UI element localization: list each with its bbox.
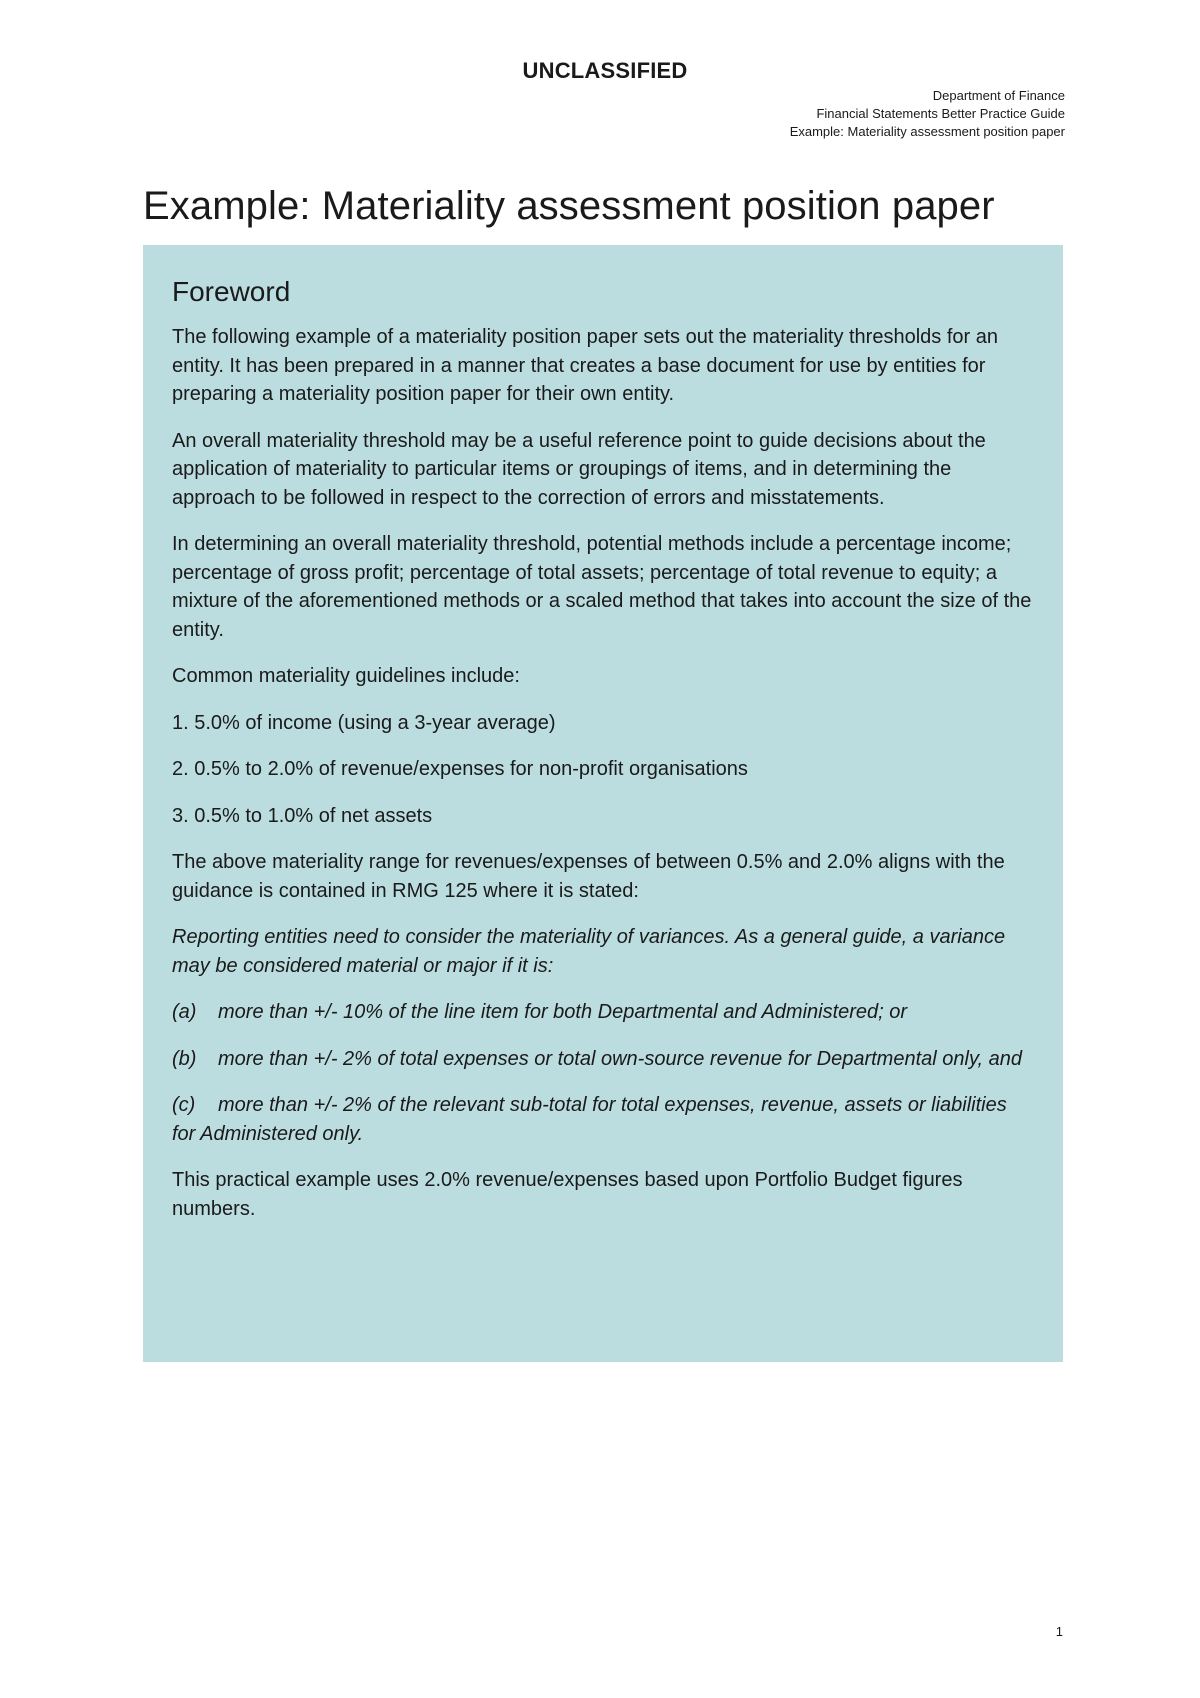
criteria-item [172,998,1035,1027]
header-organisation: Department of Finance [932,88,1065,103]
foreword-heading: Foreword [172,276,291,307]
foreword-paragraph: In determining an overall materiality threshold, potential methods include a percentage income; percentage of gross profit; percentage of total assets; percentage of total revenue to equity; a mixture of the aforementioned methods or a scaled method that takes into account the size of the entity. [172,533,1032,641]
rmg-quote: Reporting entities need to consider the materiality of variances. As a general guide, a variance may be considered material or major if it is: [172,926,1006,977]
criteria-item [172,1091,1035,1148]
closing-paragraph: This practical example uses 2.0% revenue/expenses based upon Portfolio Budget figures numbers. [172,1169,963,1220]
foreword-panel [143,245,1063,1362]
criteria-text: more than +/- 2% of total expenses or total own-source revenue for Departmental only, and [218,1047,1022,1070]
header-guide-title: Financial Statements Better Practice Guide [816,106,1065,121]
criteria-marker: (b) [172,1047,197,1070]
criteria-text: more than +/- 2% of the relevant sub-total for total expenses, revenue, assets or liabilities for Administered only. [172,1094,1007,1145]
classification-marking: UNCLASSIFIED [522,58,688,83]
header-section-title: Example: Materiality assessment position paper [789,124,1065,139]
foreword-paragraph: The following example of a materiality position paper sets out the materiality thresholds for an entity. It has been prepared in a manner that creates a base document for use by entities for preparing a materiality position paper for their own entity. [172,326,998,405]
guideline-item: 2. 0.5% to 2.0% of revenue/expenses for non-profit organisations [172,758,748,780]
running-header [790,87,1065,141]
guideline-item: 1. 5.0% of income (using a 3-year average) [172,711,556,734]
criteria-item [172,1045,1035,1074]
page-title: Example: Materiality assessment position paper [143,184,995,228]
criteria-marker: (c) [172,1094,196,1116]
guideline-item: 3. 0.5% to 1.0% of net assets [172,804,433,827]
criteria-text: more than +/- 10% of the line item for both Departmental and Administered; or [218,1001,908,1023]
criteria-marker: (a) [172,1001,197,1023]
foreword-paragraph: An overall materiality threshold may be a useful reference point to guide decisions about the application of materiality to particular items or groupings of items, and in determining the approach to be followed in respect to the correction of errors and misstatements. [172,429,986,509]
range-paragraph: The above materiality range for revenues/expenses of between 0.5% and 2.0% aligns with the guidance is contained in RMG 125 where it is stated: [172,851,1005,902]
guidelines-lead: Common materiality guidelines include: [172,665,520,687]
page-number: 1 [1055,1624,1063,1639]
